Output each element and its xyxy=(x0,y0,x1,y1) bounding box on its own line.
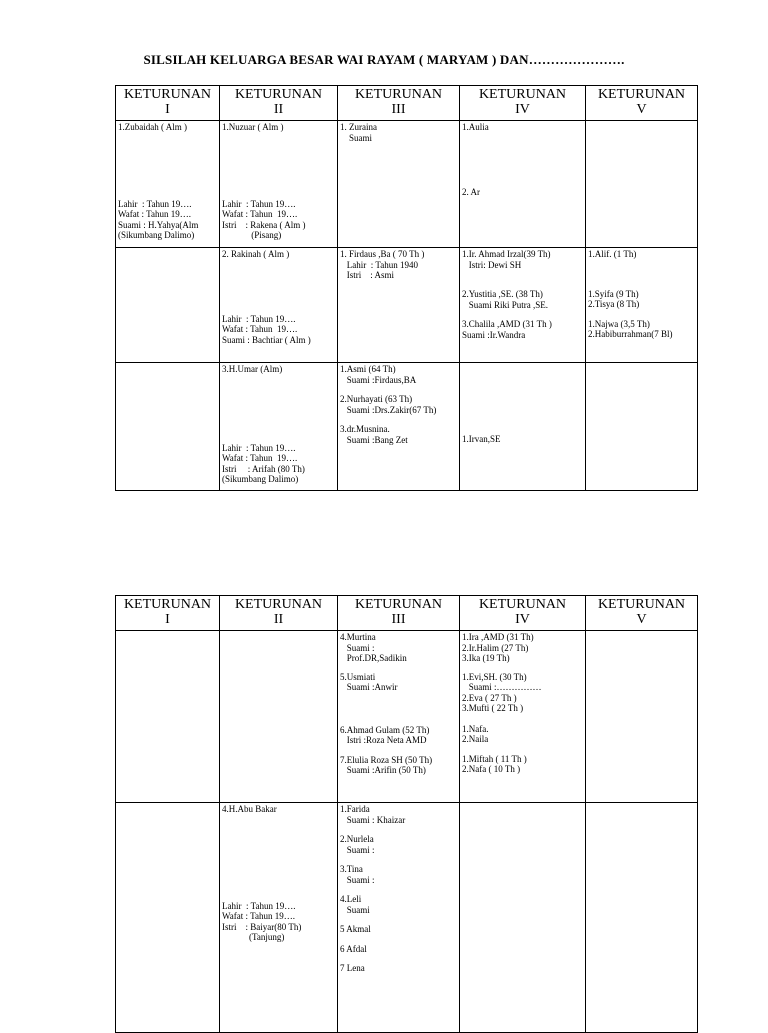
cell-gen-1 xyxy=(116,631,220,803)
cell-gen-3: 1. Zuraina Suami xyxy=(338,121,460,248)
genealogy-table-1 xyxy=(115,85,698,491)
cell-gen-4: 1.Aulia 2. Ar xyxy=(460,121,586,248)
header-keturunan-5: KETURUNAN V xyxy=(586,86,698,121)
cell-gen-1 xyxy=(116,803,220,1033)
cell-gen-1 xyxy=(116,248,220,363)
cell-gen-5 xyxy=(586,363,698,491)
table-row xyxy=(116,363,698,491)
cell-gen-3: 1.Asmi (64 Th) Suami :Firdaus,BA 2.Nurhayati (63 Th) Suami :Drs.Zakir(67 Th) 3.dr.Musnina. Suami :Bang Zet xyxy=(338,363,460,491)
table-row xyxy=(116,803,698,1033)
header-keturunan-2: KETURUNAN II xyxy=(220,596,338,631)
cell-gen-3: 1. Firdaus ,Ba ( 70 Th ) Lahir : Tahun 1940 Istri : Asmi xyxy=(338,248,460,363)
cell-gen-5 xyxy=(586,803,698,1033)
header-keturunan-3: KETURUNAN III xyxy=(338,596,460,631)
table-row xyxy=(116,631,698,803)
header-row xyxy=(116,86,698,121)
cell-gen-2: 2. Rakinah ( Alm ) Lahir : Tahun 19…. Wafat : Tahun 19…. Suami : Bachtiar ( Alm ) xyxy=(220,248,338,363)
cell-gen-4: 1.Ir. Ahmad Irzal(39 Th) Istri: Dewi SH 2.Yustitia ,SE. (38 Th) Suami Riki Putra ,SE. 3.Chalila ,AMD (31 Th ) Suami :Ir.Wandra xyxy=(460,248,586,363)
cell-gen-3: 4.Murtina Suami : Prof.DR,Sadikin 5.Usmiati Suami :Anwir 6.Ahmad Gulam (52 Th) Istri :Roza Neta AMD 7.Elulia Roza SH (50 Th) Suami :Arifin (50 Th) xyxy=(338,631,460,803)
cell-gen-2: 1.Nuzuar ( Alm ) Lahir : Tahun 19…. Wafat : Tahun 19…. Istri : Rakena ( Alm ) (Pisang) xyxy=(220,121,338,248)
header-keturunan-4: KETURUNAN IV xyxy=(460,596,586,631)
cell-gen-4: 1.Ira ,AMD (31 Th) 2.Ir.Halim (27 Th) 3.Ika (19 Th) 1.Evi,SH. (30 Th) Suami :…………… 2.Eva ( 27 Th ) 3.Mufti ( 22 Th ) 1.Nafa. 2.Naila 1.Miftah ( 11 Th ) 2.Nafa ( 10 Th ) xyxy=(460,631,586,803)
table-row xyxy=(116,248,698,363)
cell-gen-3: 1.Farida Suami : Khaizar 2.Nurlela Suami : 3.Tina Suami : 4.Leli Suami 5 Akmal 6 Afdal 7 Lena xyxy=(338,803,460,1033)
cell-gen-5: 1.Alif. (1 Th) 1.Syifa (9 Th) 2.Tisya (8 Th) 1.Najwa (3,5 Th) 2.Habiburrahman(7 Bl) xyxy=(586,248,698,363)
header-keturunan-2: KETURUNAN II xyxy=(220,86,338,121)
header-keturunan-1: KETURUNAN I xyxy=(116,596,220,631)
document-title: SILSILAH KELUARGA BESAR WAI RAYAM ( MARYAM ) DAN…………………. xyxy=(143,52,625,67)
cell-gen-4: 1.Irvan,SE xyxy=(460,363,586,491)
header-keturunan-1: KETURUNAN I xyxy=(116,86,220,121)
cell-gen-2: 3.H.Umar (Alm) Lahir : Tahun 19…. Wafat : Tahun 19…. Istri : Arifah (80 Th) (Sikumbang Dalimo) xyxy=(220,363,338,491)
cell-gen-5 xyxy=(586,631,698,803)
cell-gen-4 xyxy=(460,803,586,1033)
genealogy-table-2 xyxy=(115,595,698,1033)
cell-gen-1 xyxy=(116,363,220,491)
cell-gen-2: 4.H.Abu Bakar Lahir : Tahun 19…. Wafat : Tahun 19…. Istri : Baiyar(80 Th) (Tanjung) xyxy=(220,803,338,1033)
header-keturunan-5: KETURUNAN V xyxy=(586,596,698,631)
header-keturunan-3: KETURUNAN III xyxy=(338,86,460,121)
header-row xyxy=(116,596,698,631)
cell-gen-2 xyxy=(220,631,338,803)
cell-gen-1: 1.Zubaidah ( Alm ) Lahir : Tahun 19…. Wafat : Tahun 19…. Suami : H.Yahya(Alm (Sikumbang Dalimo) xyxy=(116,121,220,248)
cell-gen-5 xyxy=(586,121,698,248)
table-row xyxy=(116,121,698,248)
header-keturunan-4: KETURUNAN IV xyxy=(460,86,586,121)
